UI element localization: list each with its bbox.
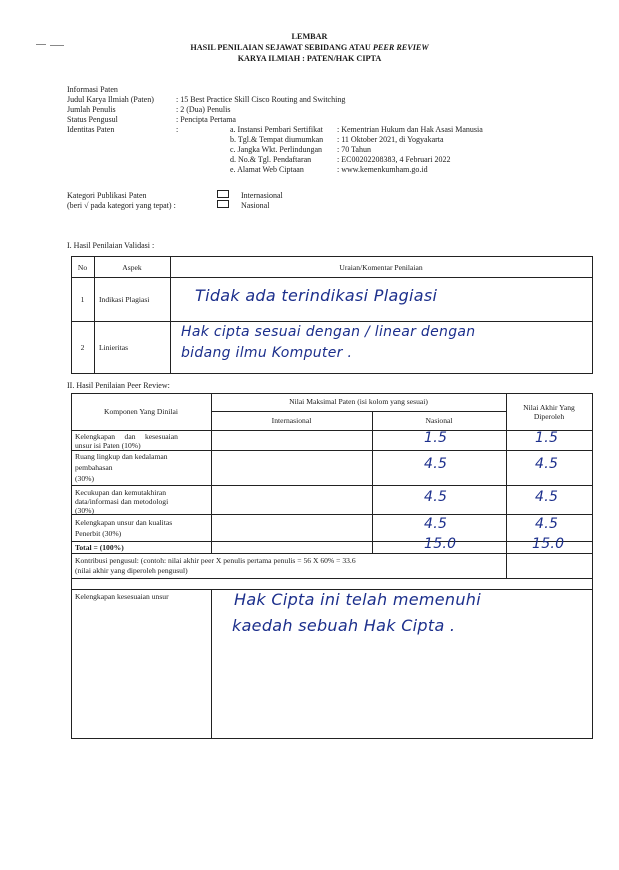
header-nilai-akhir-2: Diperoleh [533, 412, 565, 421]
col-header-aspek: Aspek [122, 263, 142, 272]
header-nilai-akhir: Nilai Akhir Yang [523, 403, 575, 412]
handwritten-total-nasional: 15.0 [424, 536, 457, 552]
judul-value: : 15 Best Practice Skill Cisco Routing and Switching [176, 95, 346, 104]
row-no: 1 [80, 295, 85, 304]
row-aspek: Indikasi Plagiasi [99, 295, 150, 304]
internasional-option-label: Internasional [241, 191, 283, 200]
komponen-label: data/informasi dan metodologi [75, 497, 169, 506]
section2-title: II. Hasil Penilaian Peer Review: [67, 381, 170, 390]
komponen-label: (30%) [75, 506, 94, 515]
kelengkapan-label: Kelengkapan kesesuaian unsur [75, 592, 169, 601]
status-label: Status Pengusul [67, 115, 118, 124]
header-nasional: Nasional [425, 416, 453, 425]
doc-title-peer-review: PEER REVIEW [372, 43, 429, 52]
handwritten-score-akhir: 4.5 [535, 516, 559, 532]
header-internasional: Internasional [271, 416, 312, 425]
identitas-colon: : [176, 125, 179, 134]
internasional-checkbox[interactable] [217, 190, 229, 198]
status-value: : Pencipta Pertama [176, 115, 236, 124]
identitas-item-value: : www.kemenkumham.go.id [337, 165, 428, 174]
komponen-label: Penerbit (30%) [75, 529, 122, 538]
identitas-item-label: b. Tgl.& Tempat diumumkan [230, 135, 324, 144]
identitas-item-value: : Kementrian Hukum dan Hak Asasi Manusia [337, 125, 483, 134]
handwritten-score-nasional: 4.5 [424, 516, 448, 532]
komponen-label: Ruang lingkup dan kedalaman [75, 452, 168, 461]
handwritten-score-akhir: 4.5 [535, 456, 559, 472]
kontribusi-label: Kontribusi pengusul: (contoh: nilai akhir peer X penulis pertama penulis = 56 X 60% = 33.6 [75, 556, 356, 565]
jumlah-label: Jumlah Penulis [67, 105, 116, 114]
identitas-item-value: : 11 Oktober 2021, di Yogyakarta [337, 135, 444, 144]
kontribusi-note: (nilai akhir yang diperoleh pengusul) [75, 566, 188, 575]
doc-title-lembar: LEMBAR [291, 32, 328, 41]
komponen-label: (30%) [75, 474, 94, 483]
col-header-no: No [77, 263, 88, 272]
jumlah-value: : 2 (Dua) Penulis [176, 105, 231, 114]
komponen-label: unsur isi Paten (10%) [75, 441, 141, 450]
doc-title-main: HASIL PENILAIAN SEJAWAT SEBIDANG ATAU [190, 43, 373, 52]
komponen-label: Kecukupan dan kemutakhiran [75, 488, 167, 497]
handwritten-score-akhir: 1.5 [535, 430, 559, 446]
row-aspek: Linieritas [99, 343, 129, 352]
col-header-uraian: Uraian/Komentar Penilaian [339, 263, 423, 272]
handwritten-total-akhir: 15.0 [532, 536, 565, 552]
identitas-item-value: : 70 Tahun [337, 145, 371, 154]
identitas-label: Identitas Paten [67, 125, 115, 134]
komponen-label: Kelengkapan dan kesesuaian [75, 432, 178, 441]
total-label: Total = (100%) [75, 543, 124, 552]
handwritten-comment-linieritas: Hak cipta sesuai dengan / linear dengan [181, 324, 476, 340]
handwritten-kelengkapan-comment-2: kaedah sebuah Hak Cipta . [232, 616, 456, 635]
identitas-item-label: a. Instansi Pembari Sertifikat [230, 125, 323, 134]
identitas-item-value: : EC00202208383, 4 Februari 2022 [337, 155, 451, 164]
handwritten-score-nasional: 4.5 [424, 456, 448, 472]
handwritten-comment-plagiasi: Tidak ada terindikasi Plagiasi [195, 286, 438, 305]
row-no: 2 [80, 343, 85, 352]
nasional-option-label: Nasional [241, 201, 270, 210]
info-heading: Informasi Paten [67, 85, 118, 94]
kategori-hint: (beri √ pada kategori yang tepat) : [67, 201, 176, 210]
handwritten-score-akhir: 4.5 [535, 489, 559, 505]
komponen-label: Kelengkapan unsur dan kualitas [75, 518, 173, 527]
nasional-checkbox[interactable] [217, 200, 229, 208]
handwritten-score-nasional: 1.5 [424, 430, 448, 446]
header-komponen: Komponen Yang Dinilai [103, 407, 179, 416]
kategori-label: Kategori Publikasi Paten [67, 191, 147, 200]
header-nilai-maksimal: Nilai Maksimal Paten (isi kolom yang sesuai) [289, 397, 428, 406]
judul-label: Judul Karya Ilmiah (Paten) [67, 95, 154, 104]
identitas-item-label: e. Alamat Web Ciptaan [230, 165, 304, 174]
section1-title: I. Hasil Penilaian Validasi : [67, 241, 155, 250]
doc-title [0, 43, 619, 53]
identitas-item-label: c. Jangka Wkt. Perlindungan [230, 145, 323, 154]
doc-subtitle: KARYA ILMIAH : PATEN/HAK CIPTA [237, 54, 382, 63]
handwritten-score-nasional: 4.5 [424, 489, 448, 505]
identitas-item-label: d. No.& Tgl. Pendaftaran [230, 155, 312, 164]
komponen-label: pembahasan [75, 463, 113, 472]
handwritten-kelengkapan-comment: Hak Cipta ini telah memenuhi [234, 590, 481, 609]
handwritten-comment-linieritas-2: bidang ilmu Komputer . [181, 345, 353, 361]
